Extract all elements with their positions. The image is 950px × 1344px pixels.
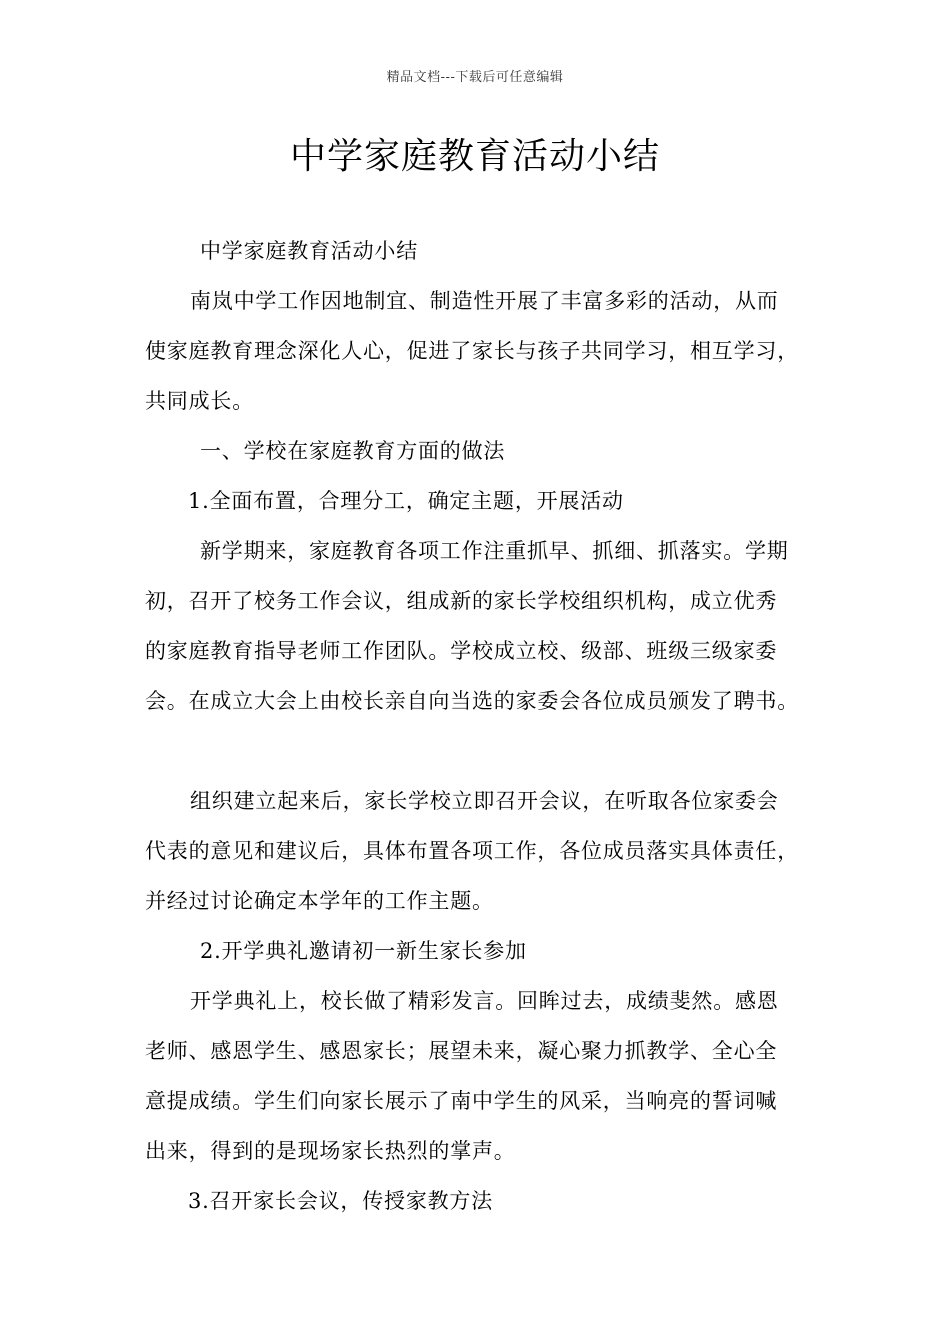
paragraph-line-13: 老师、感恩学生、感恩家长；展望未来，凝心聚力抓教学、全心全	[145, 1039, 778, 1063]
paragraph-line-6: 初，召开了校务工作会议，组成新的家长学校组织机构，成立优秀	[145, 589, 778, 613]
paragraph-line-12: 开学典礼上，校长做了精彩发言。回眸过去，成绩斐然。感恩	[190, 989, 779, 1013]
paragraph-line-5: 新学期来，家庭教育各项工作注重抓早、抓细、抓落实。学期	[200, 539, 789, 563]
paragraph-line-9: 组织建立起来后，家长学校立即召开会议，在听取各位家委会	[190, 789, 779, 813]
header-note: 精品文档---下载后可任意编辑	[386, 70, 564, 85]
paragraph-line-11: 并经过讨论确定本学年的工作主题。	[145, 889, 494, 913]
paragraph-line-1: 中学家庭教育活动小结	[200, 239, 418, 263]
paragraph-line-7: 的家庭教育指导老师工作团队。学校成立校、级部、班级三级家委	[145, 639, 778, 663]
paragraph-line-10: 代表的意见和建议后，具体布置各项工作，各位成员落实具体责任，	[145, 839, 799, 863]
paragraph-line-15: 出来，得到的是现场家长热烈的掌声。	[145, 1139, 516, 1163]
document-title: 中学家庭教育活动小结	[289, 136, 660, 177]
paragraph-line-8: 会。在成立大会上由校长亲自向当选的家委会各位成员颁发了聘书。	[145, 689, 799, 713]
paragraph-line-4: 共同成长。	[145, 389, 254, 413]
section-heading-1: 一、学校在家庭教育方面的做法	[200, 439, 506, 463]
subheading-2: 2.开学典礼邀请初一新生家长参加	[200, 939, 527, 963]
paragraph-line-2: 南岚中学工作因地制宜、制造性开展了丰富多彩的活动，从而	[190, 289, 779, 313]
subheading-3: 3.召开家长会议，传授家教方法	[188, 1189, 494, 1213]
paragraph-line-14: 意提成绩。学生们向家长展示了南中学生的风采，当响亮的誓词喊	[145, 1089, 778, 1113]
paragraph-line-3: 使家庭教育理念深化人心，促进了家长与孩子共同学习，相互学习，	[145, 339, 799, 363]
subheading-1: 1.全面布置，合理分工，确定主题，开展活动	[188, 489, 624, 513]
